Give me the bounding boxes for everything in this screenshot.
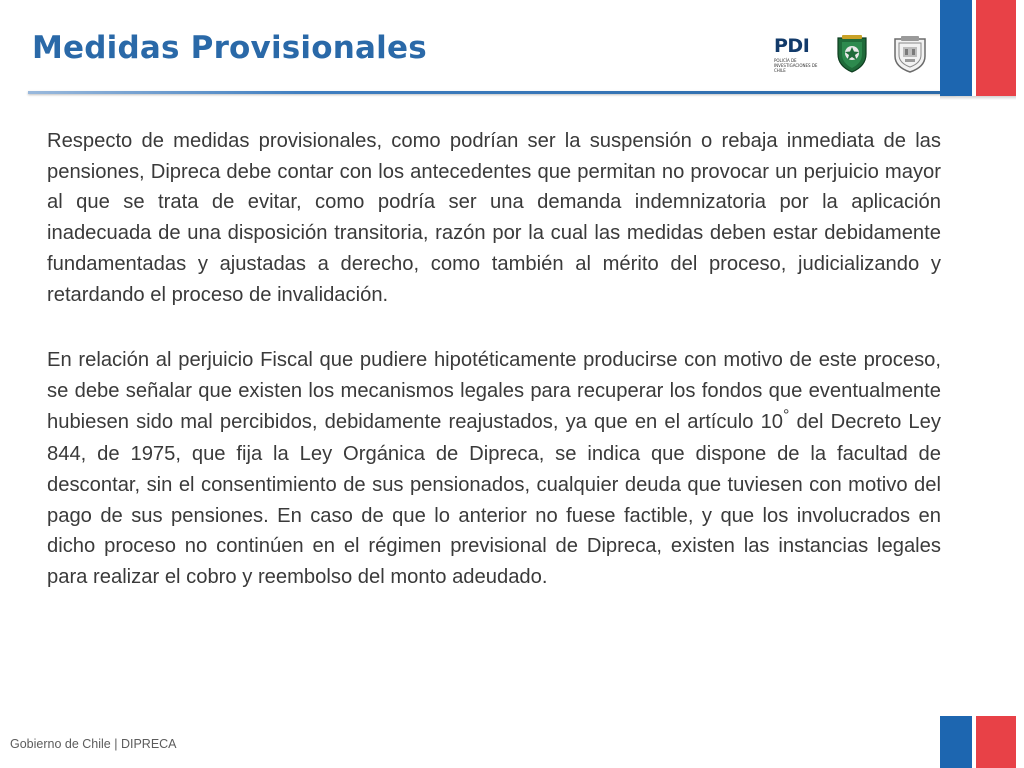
flag-stripe-shadow [940,96,1016,100]
body-paragraph-2 [47,345,941,593]
carabineros-shield-icon [834,34,870,74]
paragraph-2-text-before: En relación al perjuicio Fiscal que pudiere hipotéticamente producirse con motivo de este proceso, se debe señalar que existen los mecanismos legales para recuperar los fondos que eventualmente hubiesen sido mal percibidos, debidamente reajustados, ya que en el artículo 10 [47,349,941,433]
slide-body [47,126,941,593]
pdi-logo [774,36,824,72]
body-paragraph-1: Respecto de medidas provisionales, como podrían ser la suspensión o rebaja inmediata de las pensiones, Dipreca debe contar con los antecedentes que permitan no provocar un perjuicio mayor al que se trata de evitar, como podría ser una demanda indemnizatoria por la aplicación inadecuada de una disposición transitoria, razón por la cual las medidas deben estar debidamente fundamentadas y ajustadas a derecho, como también al mérito del proceso, judicializando y retardando el proceso de invalidación. [47,130,941,306]
institution-logos [774,34,934,74]
bottom-flag-stripe [940,716,1016,768]
top-flag-stripe [940,0,1016,96]
pdi-logo-text: PDI [774,35,810,57]
dipreca-seal-icon [890,34,930,74]
slide-title: Medidas Provisionales [32,30,427,66]
pdi-logo-subtitle: POLICÍA DE INVESTIGACIONES DE CHILE [774,58,818,73]
degree-sign: ° [783,406,790,424]
paragraph-2-text-after: del Decreto Ley 844, de 1975, que fija la Ley Orgánica de Dipreca, se indica que dispone de la facultad de descontar, sin el consentimiento de sus pensionados, cualquier deuda que tuviesen con motivo del pago de sus pensiones. En caso de que lo anterior no fuese factible, y que los involucrados en dicho proceso no continúen en el régimen previsional de Dipreca, existen las instancias legales para realizar el cobro y reembolso del monto adeudado. [47,410,941,589]
footer-text: Gobierno de Chile | DIPRECA [10,737,177,751]
title-underline [28,91,956,94]
